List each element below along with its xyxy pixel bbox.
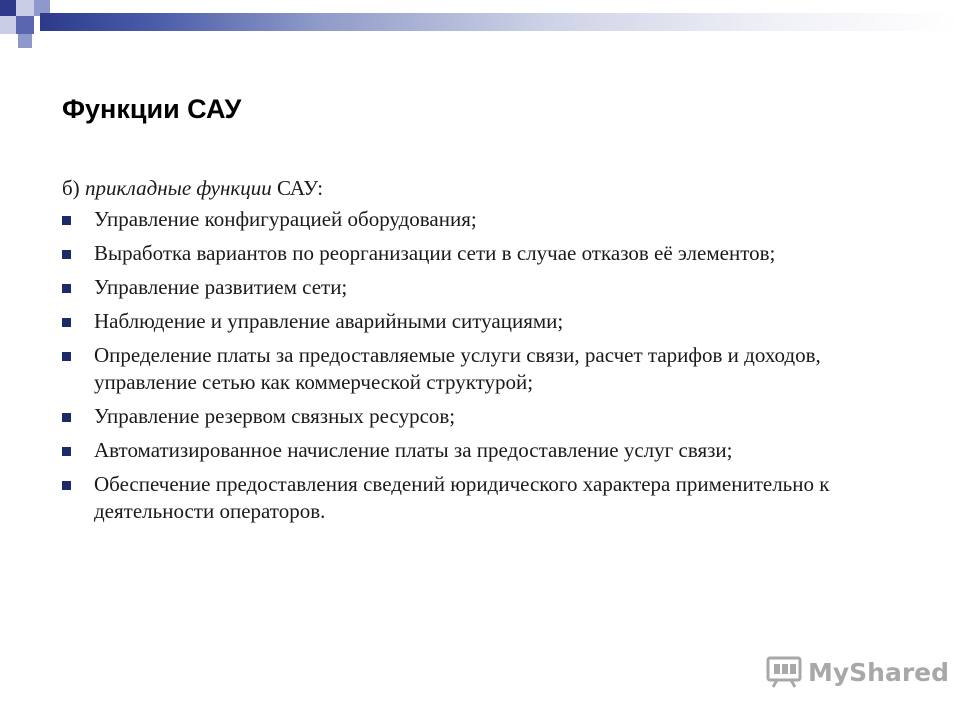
header-gradient-bar: [40, 13, 960, 31]
list-item-text: Выработка вариантов по реорганизации сети в случае отказов её элементов;: [94, 241, 776, 265]
square-bullet-icon: [62, 481, 71, 490]
square-bullet-icon: [62, 413, 71, 422]
subtitle-end: САУ:: [276, 176, 324, 200]
watermark: [766, 656, 949, 688]
list-item-text: Управление развитием сети;: [94, 275, 348, 299]
list-item: [60, 342, 910, 396]
subtitle: [62, 176, 323, 201]
list-item-text: Обеспечение предоставления сведений юридического характера применительно к деятельности операторов.: [94, 472, 830, 523]
list-item: [60, 308, 910, 335]
square-bullet-icon: [62, 447, 71, 456]
list-item: [60, 206, 910, 233]
square-bullet-icon: [62, 318, 71, 327]
list-item-text: Управление резервом связных ресурсов;: [94, 404, 456, 428]
list-item: [60, 274, 910, 301]
square-bullet-icon: [62, 250, 71, 259]
list-item-text: Определение платы за предоставляемые услуги связи, расчет тарифов и доходов, управление сетью как коммерческой структурой;: [94, 343, 821, 394]
presentation-board-icon: [766, 656, 802, 688]
bullet-list: [60, 206, 910, 532]
slide-title: Функции САУ: [62, 94, 242, 124]
square-bullet-icon: [62, 352, 71, 361]
list-item-text: Автоматизированное начисление платы за предоставление услуг связи;: [94, 438, 733, 462]
watermark-text: MyShared: [808, 657, 950, 687]
list-item: [60, 403, 910, 430]
list-item-text: Наблюдение и управление аварийными ситуациями;: [94, 309, 564, 333]
subtitle-italic: прикладные функции: [84, 176, 272, 200]
square-bullet-icon: [62, 284, 71, 293]
list-item-text: Управление конфигурацией оборудования;: [94, 207, 477, 231]
list-item: [60, 471, 910, 525]
list-item: [60, 240, 910, 267]
subtitle-label: б): [62, 176, 80, 200]
square-bullet-icon: [62, 216, 71, 225]
list-item: [60, 437, 910, 464]
